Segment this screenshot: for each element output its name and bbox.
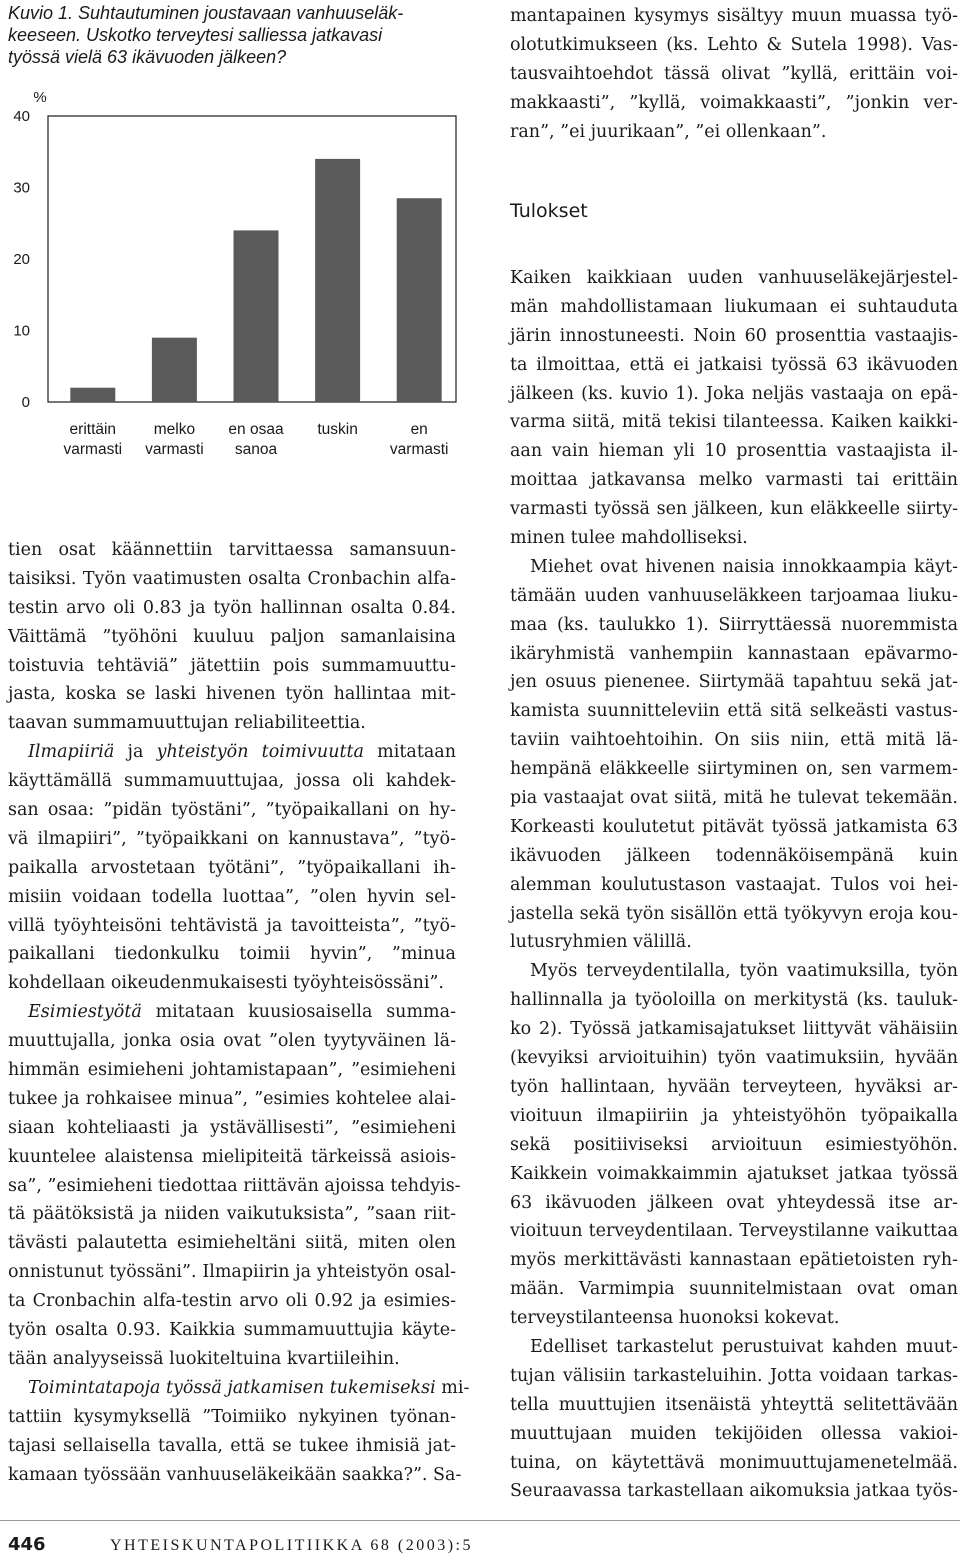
- y-tick-label: 0: [21, 394, 30, 411]
- bar: [397, 198, 442, 402]
- bar: [234, 230, 279, 402]
- text-line: lutusryhmien välillä.: [510, 932, 692, 953]
- text-fragment: mitataan: [363, 742, 456, 763]
- text-line: tukee ja rohkaisee minua”, ”esimies kohtelee alai-: [8, 1088, 456, 1109]
- x-tick-label: sanoa: [234, 441, 278, 458]
- text-line: Myös terveydentilalla, työn vaatimuksilla, työn: [530, 961, 958, 982]
- text-fragment: ja: [114, 742, 157, 763]
- text-line: testin arvo oli 0.83 ja työn hallinnan osalta 0.84.: [8, 597, 456, 618]
- text-line: [8, 1374, 470, 1403]
- text-line: toistuvia tehtäviä” jätettiin pois summamuuttu-: [8, 655, 456, 676]
- text-line: onnistunut työssäni”. Ilmapiirin ja yhteistyön osal-: [8, 1262, 456, 1283]
- text-line: ikävuoden jälkeen todennäköisempänä kuin: [510, 845, 958, 866]
- text-line: taavan summamuuttujan reliabiliteettia.: [8, 713, 366, 734]
- figure-caption-line: keeseen. Uskotko terveytesi salliessa jatkavasi: [8, 25, 383, 45]
- text-line: sekä positiiviseksi arvioituun esimiestyöhön.: [510, 1134, 958, 1155]
- text-line: Miehet ovat hivenen naisia innokkaampia käyt-: [530, 556, 958, 577]
- text-line: pia vastaajat ovat siitä, mitä he tulevat tekemään.: [510, 788, 958, 809]
- text-line: villä työyhteisöni tehtävistä ja tavoitteista”, ”työ-: [8, 915, 456, 936]
- text-line: taviin vaihtoehtoihin. On siis niin, että mitä lä-: [510, 730, 958, 751]
- text-line: mään. Varmimpia suunnitelmistaan ovat oman: [510, 1279, 958, 1300]
- text-line: tujan välisiin tarkasteluihin. Jotta voidaan tarkas-: [510, 1365, 958, 1386]
- emphasis: Ilmapiiriä: [28, 742, 115, 763]
- text-line: ta ilmoittaa, että ei jatkaisi työssä 63 ikävuoden: [510, 354, 958, 375]
- text-line: työn osalta 0.93. Kaikkia summamuuttujia käyte-: [8, 1320, 456, 1341]
- right-column-main: [510, 264, 958, 1506]
- bar: [315, 159, 360, 402]
- text-line: maa (ks. taulukko 1). Siirryttäessä nuoremmista: [510, 614, 958, 635]
- text-line: kuuntelee alaistensa mielipiteitä tärkeissä asiois-: [8, 1146, 456, 1167]
- emphasis: Toimintatapoja työssä jatkamisen tukemiseksi: [28, 1377, 436, 1398]
- text-line: jasta, koska se laski hivenen työn hallintaa mit-: [8, 684, 456, 705]
- figure-caption-line: työssä vielä 63 ikävuoden jälkeen?: [8, 47, 287, 67]
- x-tick-label: melko: [153, 421, 196, 438]
- text-line: ikäryhmistä vanhempiin kannastaan epävarmo-: [510, 643, 958, 664]
- text-fragment: mitataan kuusiosaisella summa-: [141, 1002, 456, 1023]
- text-line: jälkeen (ks. kuvio 1). Joka neljäs vastaaja on epä-: [510, 383, 958, 404]
- text-line: san osaa: ”pidän työstäni”, ”työpaikallani on hy-: [8, 800, 456, 821]
- text-line: tävästi palautetta esimieheltäni siitä, miten olen: [8, 1233, 456, 1254]
- text-line: ko 2). Työssä jatkamisajatukset liittyvät vähäisiin: [510, 1019, 958, 1040]
- x-tick-label: tuskin: [317, 421, 358, 438]
- text-line: Väittämä ”työhöni kuuluu paljon samanlaisina: [8, 626, 456, 647]
- text-line: tuina, on käytettävä monimuuttujamenetelmää.: [510, 1452, 958, 1473]
- text-line: olotutkimukseen (ks. Lehto & Sutela 1998). Vas-: [510, 34, 958, 55]
- text-line: vä ilmapiiri”, ”työpaikkani on kannustava”, ”työ-: [8, 828, 456, 849]
- text-line: myös merkittävästi kannastaan epätietoisten ryh-: [510, 1250, 958, 1271]
- text-line: misiin voidaan todella luottaa”, ”olen hyvin sel-: [8, 886, 456, 907]
- text-line: varma siitä, mitä tekisi tilanteessa. Kaiken kaikki-: [510, 412, 958, 433]
- text-line: tajasi sellaisella tavalla, että se tukee ihmisiä jat-: [8, 1435, 456, 1456]
- y-tick-label: 40: [13, 108, 30, 125]
- emphasis: Esimiestyötä: [28, 1002, 142, 1023]
- text-line: ran”, ”ei juurikaan”, ”ei ollenkaan”.: [510, 121, 827, 142]
- text-line: kohdellaan oikeudenmukaisesti työyhteisössäni”.: [8, 973, 444, 994]
- emphasis: yhteistyön toimivuutta: [156, 742, 364, 763]
- text-line: moittaa jatkavansa melko varmasti tai erittäin: [510, 470, 958, 491]
- text-line: tämään uuden vanhuuseläkkeen tarjoamaa liuku-: [510, 585, 958, 606]
- x-tick-label: varmasti: [389, 441, 449, 458]
- text-line: alemman koulutustason vastaajat. Tulos voi hei-: [510, 874, 958, 895]
- text-line: [8, 998, 456, 1027]
- text-line: ta Cronbachin alfa-testin arvo oli 0.92 ja esimies-: [8, 1291, 456, 1312]
- text-line: (kevyiksi arvioituihin) työn vaatimuksiin, hyvään: [510, 1048, 958, 1069]
- text-line: tien osat käännettiin tarvittaessa samansuun-: [8, 540, 456, 560]
- text-line: kamaan työssään vanhuuseläkeikään saakka?”. Sa-: [8, 1464, 462, 1485]
- bar: [70, 388, 115, 402]
- text-line: Kaiken kaikkiaan uuden vanhuuseläkejärjestel-: [510, 268, 958, 288]
- text-line: tausvaihtoehdot tässä olivat ”kyllä, erittäin voi-: [510, 63, 958, 84]
- text-line: 63 ikävuoden jälkeen ovat yhteydessä itse ar-: [510, 1192, 958, 1213]
- text-line: tella muuttujien itsenäistä yhteyttä selitettävään: [510, 1394, 958, 1415]
- y-tick-label: 10: [13, 322, 30, 340]
- text-line: jen osuus pienenee. Siirtymää tapahtuu sekä jat-: [510, 672, 958, 693]
- journal-name: YHTEISKUNTAPOLITIIKKA 68 (2003):5: [110, 1537, 473, 1554]
- y-axis-label: %: [33, 89, 47, 106]
- text-line: järin innostuneesti. Noin 60 prosenttia vastaajis-: [510, 325, 958, 346]
- footer-divider: [0, 1520, 960, 1521]
- text-line: taisiksi. Työn vaatimusten osalta Cronbachin alfa-: [8, 568, 456, 589]
- figure-caption: [8, 2, 448, 68]
- text-line: mantapainen kysymys sisältyy muun muassa työ-: [510, 6, 958, 26]
- text-line: jastella sekä työn sisällön että työkyvyn eroja kou-: [510, 903, 958, 924]
- x-tick-label: varmasti: [63, 441, 123, 458]
- x-tick-label: varmasti: [145, 441, 204, 458]
- bar: [152, 338, 197, 402]
- text-fragment: mi-: [435, 1377, 470, 1398]
- text-line: tä päätöksistä ja niiden vaikutuksista”, ”saan riit-: [8, 1204, 456, 1225]
- section-heading: Tulokset: [510, 200, 588, 222]
- x-tick-label: en osaa: [228, 421, 284, 438]
- text-line: kamista suunnitteleviin että sitä selkeästi vastus-: [510, 701, 958, 722]
- text-line: himmän esimieheni johtamistapaan”, ”esimieheni: [8, 1060, 456, 1081]
- figure-caption-line: Kuvio 1. Suhtautuminen joustavaan vanhuuseläk-: [8, 3, 404, 23]
- y-tick-label: 20: [13, 251, 30, 268]
- text-line: vioituun ilmapiiriin ja yhteistyöhön työpaikalla: [510, 1105, 958, 1126]
- y-tick-label: 30: [13, 179, 30, 197]
- page-number: 446: [8, 1534, 46, 1555]
- text-line: Kaikkein voimakkaimmin ajatukset jatkaa työssä: [510, 1163, 958, 1184]
- text-line: minen tulee mahdolliseksi.: [510, 528, 748, 549]
- text-line: paikalla arvostetaan työtäni”, ”työpaikallani ih-: [8, 857, 456, 878]
- text-line: paikallani tiedonkulku toimii hyvin”, ”minua: [8, 944, 456, 965]
- text-line: aan vain hieman yli 10 prosenttia vastaajista il-: [510, 441, 958, 462]
- text-line: [8, 738, 456, 767]
- text-line: vioituun terveydentilaan. Terveystilanne vaikuttaa: [510, 1221, 958, 1242]
- x-tick-label: en: [410, 421, 428, 438]
- right-column-top: [510, 2, 958, 146]
- text-line: varmasti työssä sen jälkeen, kun eläkkeelle siirty-: [510, 499, 958, 520]
- bar-chart: [0, 80, 460, 500]
- text-line: Korkeasti koulutetut pitävät työssä jatkamista 63: [510, 816, 958, 837]
- text-line: sa”, ”esimieheni tiedottaa riittävän ajoissa tehdyis-: [8, 1175, 461, 1196]
- text-line: män mahdollistamaan liukumaan ei suhtauduta: [510, 296, 958, 317]
- text-line: Edelliset tarkastelut perustuivat kahden muut-: [530, 1336, 958, 1357]
- text-line: työn hallintaan, hyvään terveyteen, hyväksi ar-: [510, 1076, 958, 1097]
- text-line: hempänä eläkkeelle siirtyminen on, sen varmem-: [510, 759, 958, 780]
- text-line: tään analyyseissä luokiteltuina kvartiileihin.: [8, 1348, 400, 1369]
- text-line: siaan kohteliaasti ja ystävällisesti”, ”esimieheni: [8, 1117, 456, 1138]
- text-line: käyttämällä summamuuttujaa, jossa oli kahdek-: [8, 771, 456, 792]
- text-line: hallinnalla ja työoloilla on merkitystä (ks. tauluk-: [510, 990, 958, 1011]
- left-column: [8, 536, 470, 1489]
- text-line: makkaasti”, ”kyllä, voimakkaasti”, ”jonkin ver-: [510, 92, 958, 113]
- x-tick-label: erittäin: [69, 421, 117, 438]
- text-line: muuttujaan muiden tekijöiden ollessa vakioi-: [510, 1423, 958, 1444]
- text-line: Seuraavassa tarkastellaan aikomuksia jatkaa työs-: [510, 1481, 958, 1502]
- text-line: tattiin kysymyksellä ”Toimiiko nykyinen työnan-: [8, 1406, 456, 1427]
- text-line: terveystilanteensa huonoksi kokevat.: [510, 1308, 840, 1329]
- text-line: muuttujalla, jonka osia ovat ”olen tyytyväinen lä-: [8, 1031, 456, 1052]
